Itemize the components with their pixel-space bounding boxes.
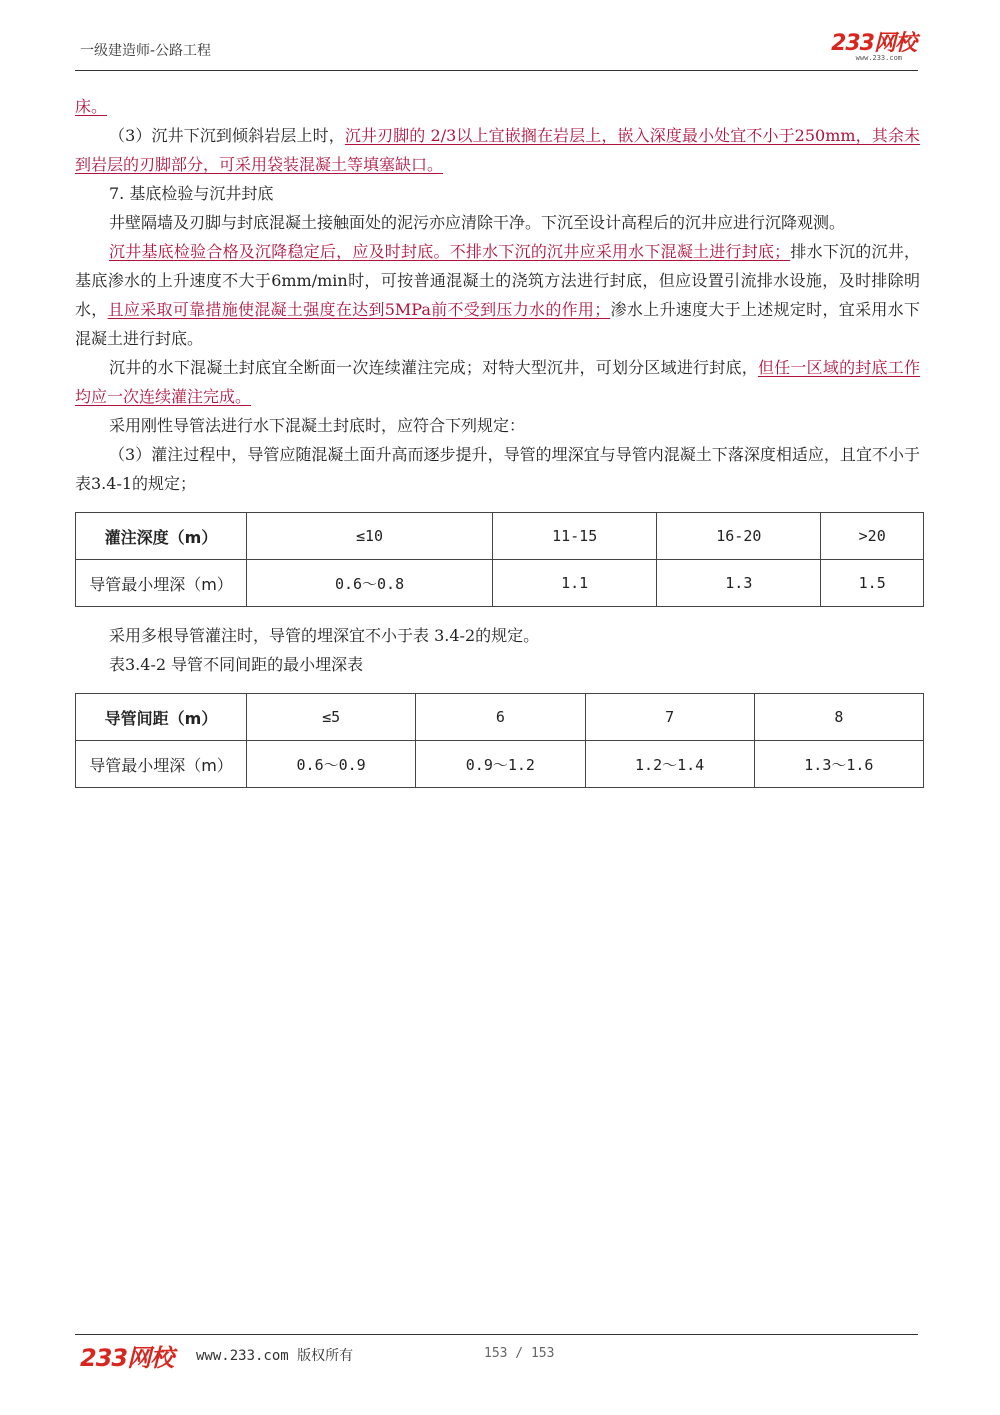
table-cell: 1.5 xyxy=(821,560,924,607)
section-heading: 7. 基底检验与沉井封底 xyxy=(109,184,274,203)
table-header-cell: ≤10 xyxy=(247,513,493,560)
table-header-row xyxy=(76,694,924,741)
brand-logo: 233网校 xyxy=(831,31,916,56)
text: 渗水上升速度大于上述规定时，宜采用水下混凝土进行封底。 xyxy=(75,300,920,348)
table-row xyxy=(76,560,924,607)
table-header-cell: 16-20 xyxy=(657,513,821,560)
table-row-label: 导管最小埋深（m） xyxy=(76,560,247,607)
text: 沉井的水下混凝土封底宜全断面一次连续灌注完成；对特大型沉井，可划分区域进行封底， xyxy=(109,358,758,377)
table-header-cell: 11-15 xyxy=(493,513,657,560)
table-cell: 0.6～0.9 xyxy=(247,741,416,788)
text: 排水下沉的沉井，基底渗水的上升速度不大于6mm/min时，可按普通混凝土的浇筑方法进行封底，但应设置引流排水设施，及时排除明水， xyxy=(75,242,920,319)
table-cell: 1.3 xyxy=(657,560,821,607)
table-header-cell: >20 xyxy=(821,513,924,560)
table-header-cell: ≤5 xyxy=(247,694,416,741)
footer-copyright: www.233.com 版权所有 xyxy=(196,1348,354,1364)
highlight-text: 且应采取可靠措施使混凝土强度在达到5MPa前不受到压力水的作用； xyxy=(107,300,611,319)
table-header-cell: 灌注深度（m） xyxy=(76,513,247,560)
highlight-text: 但任一区域的封底工作均应一次连续灌注完成。 xyxy=(75,358,920,406)
table-cell: 1.2～1.4 xyxy=(585,741,754,788)
table-caption: 表3.4-2 导管不同间距的最小埋深表 xyxy=(109,655,364,674)
paragraph xyxy=(75,237,920,353)
table-header-row xyxy=(76,513,924,560)
header-rule xyxy=(75,70,918,71)
paragraph: 采用刚性导管法进行水下混凝土封底时，应符合下列规定： xyxy=(109,416,526,435)
table-cell: 1.1 xyxy=(493,560,657,607)
paragraph: 井壁隔墙及刃脚与封底混凝土接触面处的泥污亦应清除干净。下沉至设计高程后的沉井应进行沉降观测。 xyxy=(109,213,846,232)
page-number: 153 / 153 xyxy=(484,1346,555,1361)
paragraph xyxy=(75,92,920,121)
table-header-cell: 导管间距（m） xyxy=(76,694,247,741)
table-row xyxy=(76,741,924,788)
highlight-text: 沉井刃脚的 2/3以上宜嵌搁在岩层上，嵌入深度最小处宜不小于250mm，其余未到岩层的刃脚部分，可采用袋装混凝土等填塞缺口。 xyxy=(75,126,920,174)
highlight-text: 沉井基底检验合格及沉降稳定后，应及时封底。不排水下沉的沉井应采用水下混凝土进行封底； xyxy=(109,242,791,261)
table-cell: 0.6～0.8 xyxy=(247,560,493,607)
header-title: 一级建造师-公路工程 xyxy=(80,43,212,59)
table-pipe-spacing xyxy=(75,693,924,788)
paragraph xyxy=(75,121,920,179)
paragraph xyxy=(75,353,920,411)
table-pipe-depth xyxy=(75,512,924,607)
paragraph: （3）灌注过程中，导管应随混凝土面升高而逐步提升，导管的埋深宜与导管内混凝土下落深度相适应，且宜不小于表3.4-1的规定； xyxy=(75,445,920,493)
paragraph: 采用多根导管灌注时，导管的埋深宜不小于表 3.4-2的规定。 xyxy=(109,626,540,645)
table-header-cell: 6 xyxy=(416,694,585,741)
footer-rule xyxy=(75,1334,918,1335)
table-cell: 1.3～1.6 xyxy=(754,741,923,788)
table-row-label: 导管最小埋深（m） xyxy=(76,741,247,788)
text: （3）沉井下沉到倾斜岩层上时， xyxy=(109,126,345,145)
table-cell: 0.9～1.2 xyxy=(416,741,585,788)
brand-logo-url: www.233.com xyxy=(855,54,902,62)
highlight-text: 床。 xyxy=(75,97,108,116)
document-body xyxy=(75,92,920,788)
table-header-cell: 8 xyxy=(754,694,923,741)
table-header-cell: 7 xyxy=(585,694,754,741)
footer-logo: 233网校 xyxy=(80,1344,174,1372)
